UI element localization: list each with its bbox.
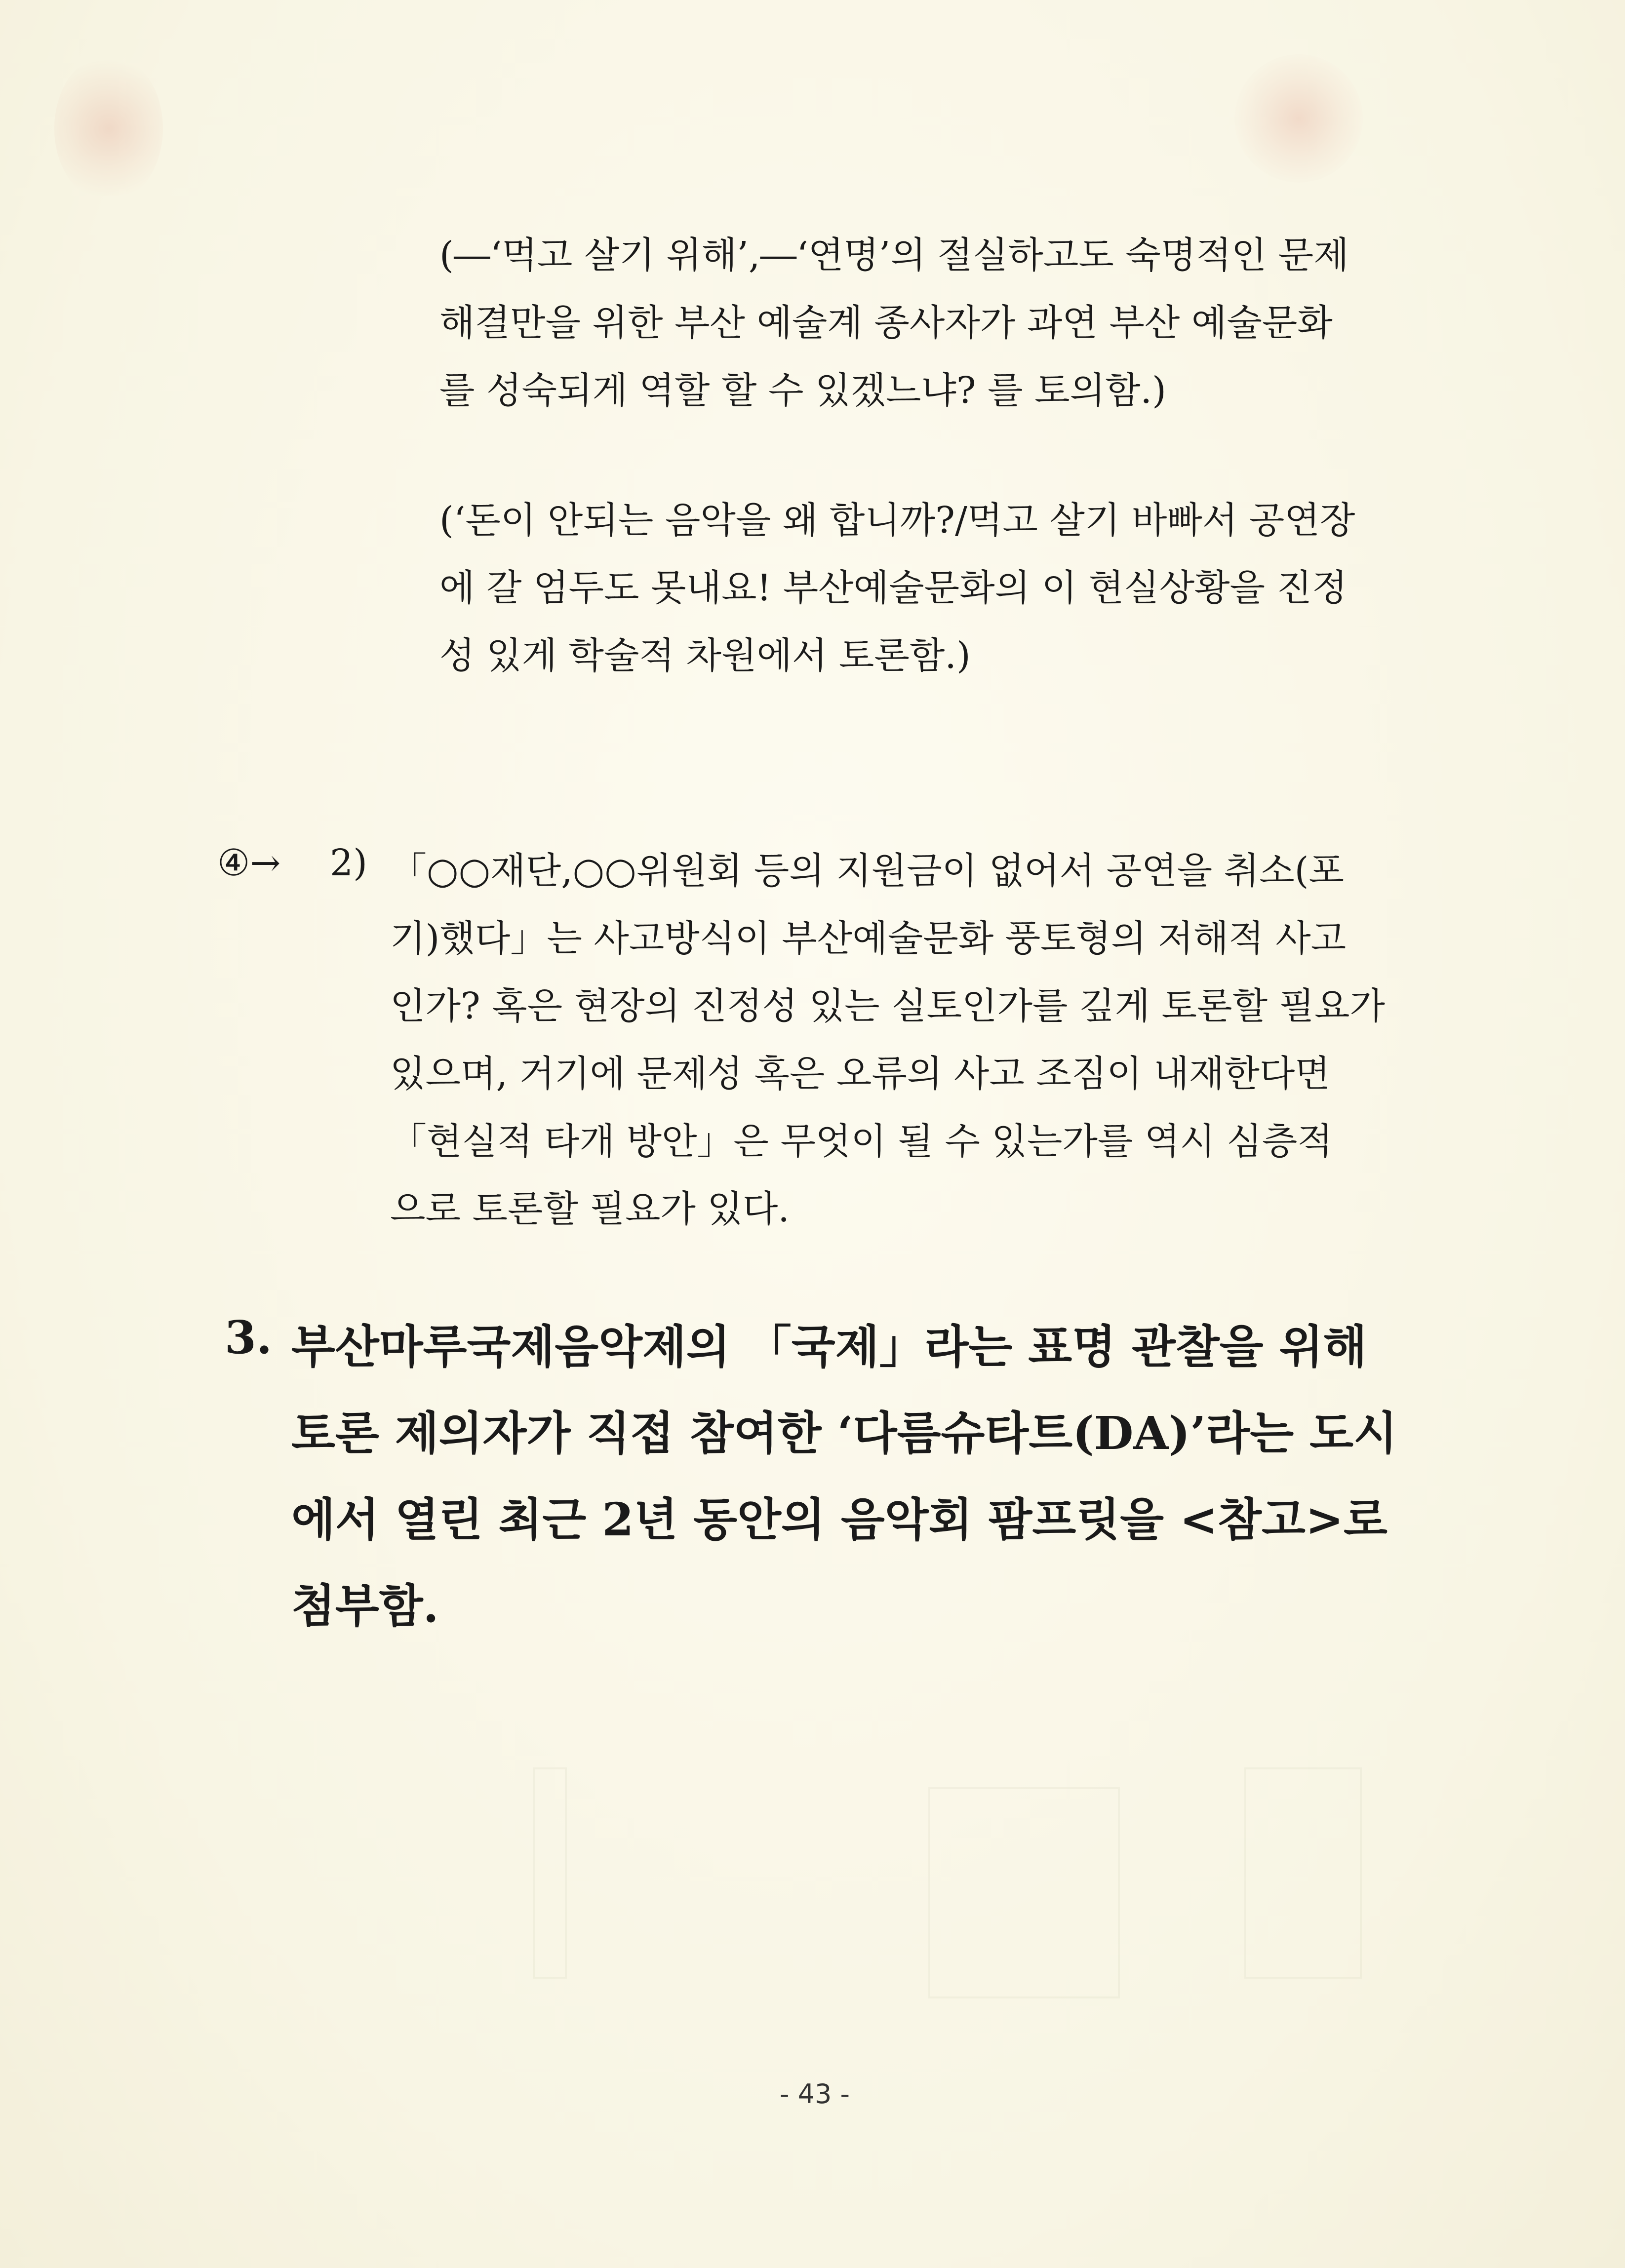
paragraph-1 [439,226,1392,424]
item-2-line: 기)했다」는 사고방식이 부산예술문화 풍토형의 저해적 사고 [390,917,1347,960]
paragraph-2-line: (‘돈이 안되는 음악을 왜 합니까?/먹고 살기 바빠서 공연장 [439,499,1355,542]
section-3-line: 부산마루국제음악제의 「국제」라는 표명 관찰을 위해 [291,1320,1367,1373]
item-2-line: 인가? 혹은 현장의 진정성 있는 실토인가를 깊게 토론할 필요가 [390,985,1385,1027]
bleed-through-mark-right [1244,1767,1362,1979]
section-3-number: 3. [225,1311,273,1364]
paper-stain-top-left [54,54,163,202]
item-2-line: 있으며, 거기에 문제성 혹은 오류의 사고 조짐이 내재한다면 [390,1053,1330,1095]
section-3-line: 토론 제의자가 직접 참여한 ‘다름슈타트(DA)’라는 도시 [291,1407,1397,1460]
bleed-through-mark-center [928,1787,1120,1998]
paragraph-1-line: 해결만을 위한 부산 예술계 종사자가 과연 부산 예술문화 [439,302,1333,344]
bleed-through-mark-left [533,1767,567,1979]
paragraph-1-line: (―‘먹고 살기 위해’,―‘연명’의 절실하고도 숙명적인 문제 [439,234,1349,276]
section-3-line: 첨부함. [291,1579,439,1633]
section-3-heading [291,1311,1397,1656]
item-number: 2) [330,842,367,884]
paragraph-2-line: 에 갈 엄두도 못내요! 부산예술문화의 이 현실상황을 진정 [439,567,1348,609]
paragraph-2 [439,491,1392,689]
paragraph-2-line: 성 있게 학술적 차원에서 토론함.) [439,634,971,677]
item-2-line: 「현실적 타개 방안」은 무엇이 될 수 있는가를 역시 심층적 [390,1120,1333,1163]
item-2-body [390,842,1397,1237]
item-marker: ④→ [217,842,281,884]
item-2-line: 「○○재단,○○위원회 등의 지원금이 없어서 공연을 취소(포 [390,850,1344,892]
page-number: - 43 - [779,2078,850,2110]
section-3-line: 에서 열린 최근 2년 동안의 음악회 팜프릿을 <참고>로 [291,1493,1387,1546]
paper-stain-top-right [1234,54,1363,183]
item-2-line: 으로 토론할 필요가 있다. [390,1188,790,1230]
paragraph-1-line: 를 성숙되게 역할 할 수 있겠느냐? 를 토의함.) [439,369,1166,412]
